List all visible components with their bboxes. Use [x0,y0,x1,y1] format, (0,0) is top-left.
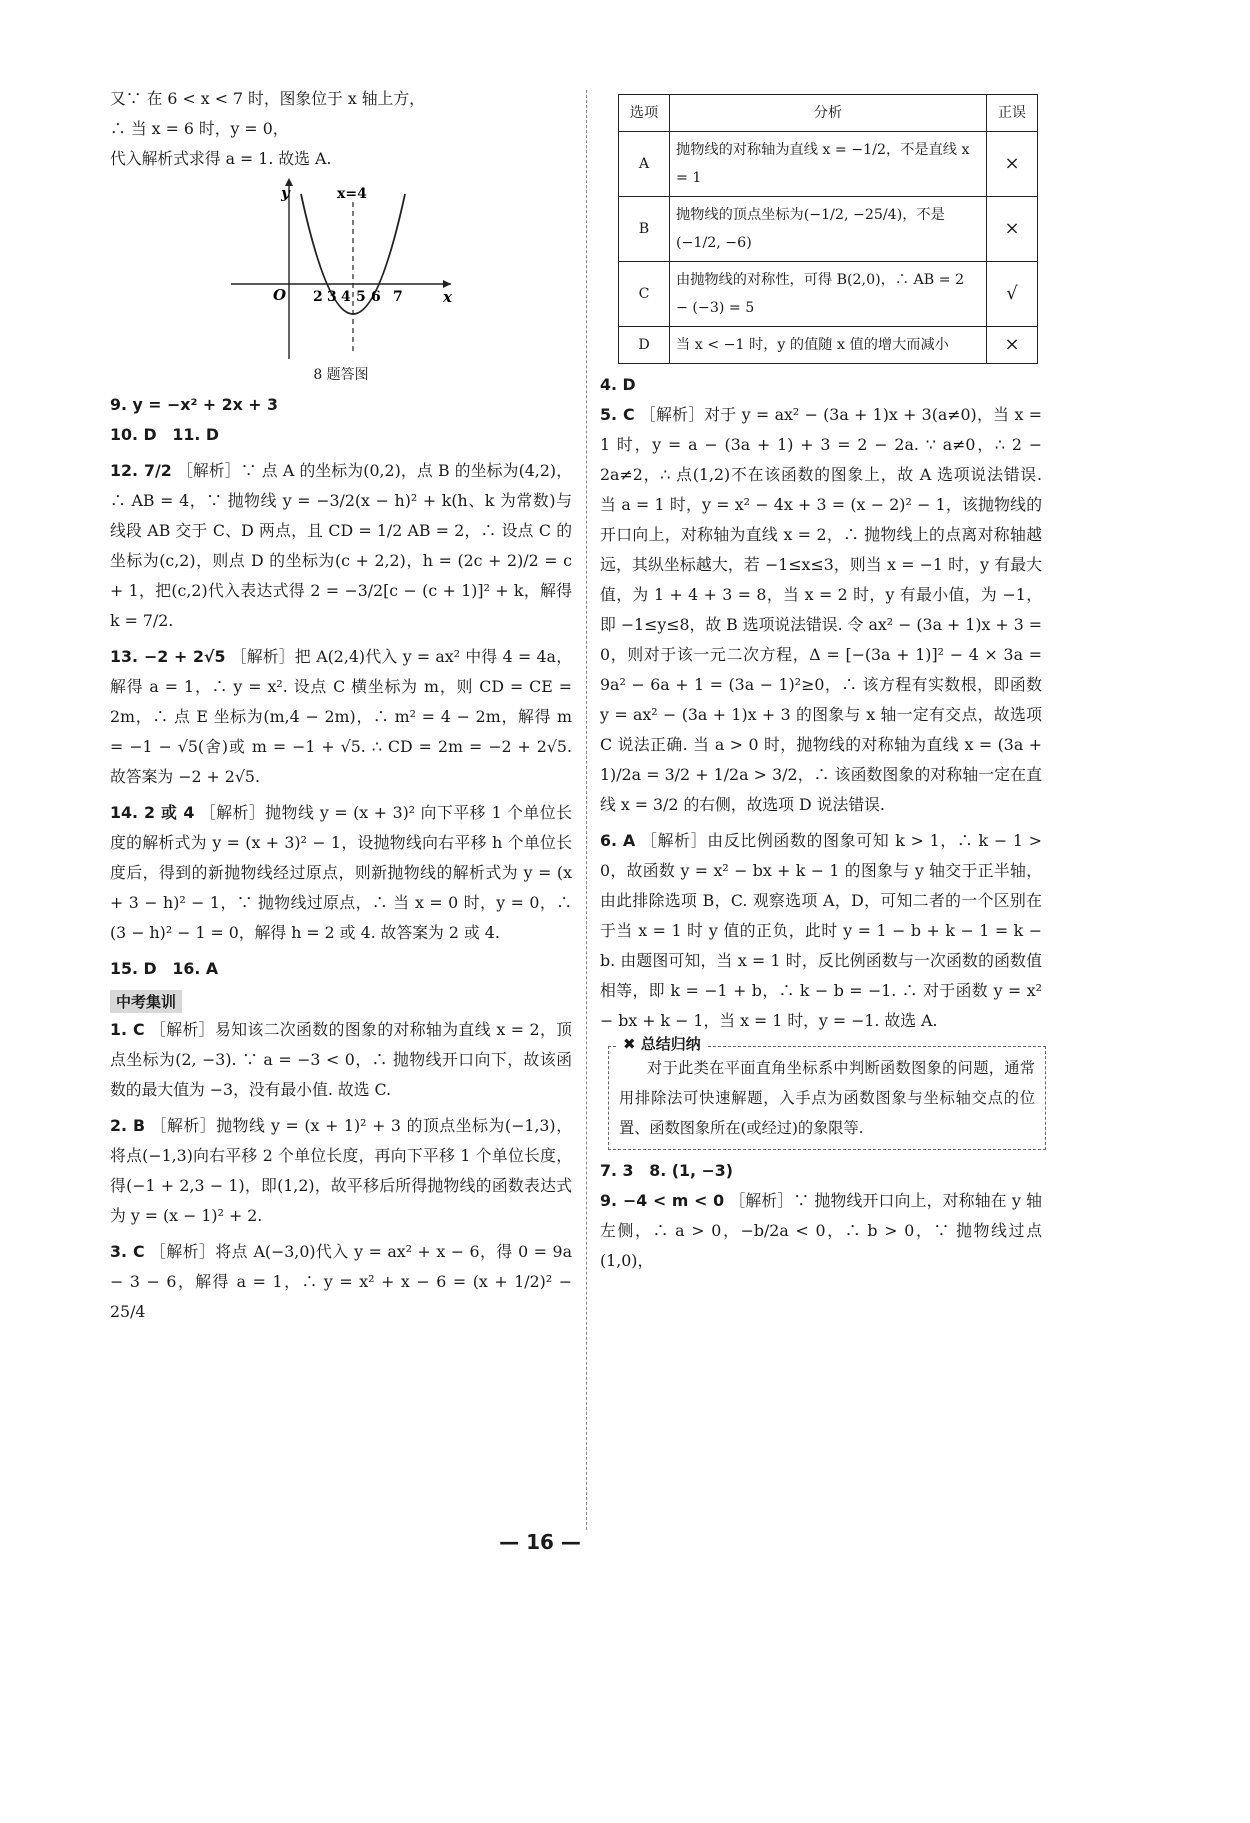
row-d-analysis: 当 x < −1 时，y 的值随 x 值的增大而减小 [670,327,987,364]
q8-graph [110,174,572,368]
intro-line-2: ∴ 当 x = 6 时，y = 0， [110,119,289,138]
q15-16-answers: 15. D 16. A [110,959,219,978]
z1-answer: C [133,1020,145,1039]
q12-block [110,456,572,636]
x-axis-arrow [443,280,451,288]
z9-answer: −4 < m < 0 [623,1191,725,1210]
header-analysis: 分析 [670,95,987,132]
z9-text: ［解析］∵ 抛物线开口向上，对称轴在 y 轴左侧，∴ a > 0，−b/2a < 0，∴ b > 0，∵ 抛物线过点(1,0)， [600,1191,1042,1270]
row-a-verdict: × [987,132,1038,197]
row-a-analysis: 抛物线的对称轴为直线 x = −1/2，不是直线 x = 1 [670,132,987,197]
header-verdict: 正误 [987,95,1038,132]
q13-block [110,642,572,792]
right-column [600,94,1042,1276]
q14-text: ［解析］抛物线 y = (x + 3)² 向下平移 1 个单位长度的解析式为 y = (x + 3)² − 1，设抛物线向右平移 h 个单位长度后，得到的新抛物线经过原点，则新抛物线的解析式为 y = (x + 3 − h)² − 1，∵ 抛物线过原点，∴ 当 x = 0 时，y = 0，∴ (3 − h)² − 1 = 0，解得 h = 2 或 4. 故答案为 2 或 4. [110,803,572,942]
z6-text: ［解析］由反比例函数的图象可知 k > 1，∴ k − 1 > 0，故函数 y = x² − bx + k − 1 的图象与 y 轴交于正半轴，由此排除选项 B，C. 观察选项 A，D，可知二者的一个区别在于当 x = 1 时 y 值的正负，此时 y = 1 − b + k − 1 = k − b. 由题图可知，当 x = 1 时，反比例函数与一次函数的函数值相等，即 k = −1 + b，∴ k − b = −1. ∴ 对于函数 y = x² − bx + k − 1，当 x = 1 时，y = −1. 故选 A. [600,831,1042,1030]
q13-text: ［解析］把 A(2,4)代入 y = ax² 中得 4 = 4a，解得 a = 1，∴ y = x². 设点 C 横坐标为 m，则 CD = CE = 2m，∴ 点 E 坐标为(m,4 − 2m)，∴ m² = 4 − 2m，解得 m = −1 − √5(舍)或 m = −1 + √5. ∴ CD = 2m = −2 + 2√5. 故答案为 −2 + 2√5. [110,647,573,786]
z6-number: 6. [600,831,617,850]
summary-icon: ✖ [623,1035,641,1053]
q12-number: 12. [110,461,138,480]
z6-block [600,826,1042,1036]
q14-answer: 2 或 4 [143,803,195,822]
z7-8-answers: 7. 3 8. (1, −3) [600,1161,733,1180]
z9-number: 9. [600,1191,617,1210]
column-divider [586,90,587,1530]
z3-number: 3. [110,1242,127,1261]
origin-label: O [273,286,287,304]
q12-text: ［解析］∵ 点 A 的坐标为(0,2)，点 B 的坐标为(4,2)，∴ AB = 4，∵ 抛物线 y = −3/2(x − h)² + k(h、k 为常数)与线段 AB 交于 C、D 两点，且 CD = 1/2 AB = 2，∴ 设点 C 的坐标为(c,2)，则点 D 的坐标为(c + 2,2)，h = (2c + 2)/2 = c + 1，把(c,2)代入表达式得 2 = −3/2[c − (c + 1)]² + k，解得 k = 7/2. [110,461,572,630]
table-row [619,132,1038,197]
row-b-analysis: 抛物线的顶点坐标为(−1/2, −25/4)，不是(−1/2, −6) [670,197,987,262]
tick-2: 2 [313,289,323,305]
header-option: 选项 [619,95,670,132]
q12-answer: 7/2 [143,461,172,480]
row-b-verdict: × [987,197,1038,262]
intro-line-3: 代入解析式求得 a = 1. 故选 A. [110,149,332,168]
tick-6: 6 [371,289,381,305]
section-title: 中考集训 [110,990,182,1013]
row-c-verdict: √ [987,262,1038,327]
y-axis-label: y [281,184,290,202]
summary-box [608,1035,1046,1150]
intro-line-1: 又∵ 在 6 < x < 7 时，图象位于 x 轴上方， [110,89,425,108]
z3-block [110,1237,572,1327]
tick-7: 7 [393,289,403,305]
tick-3: 3 [327,289,337,305]
z1-text: ［解析］易知该二次函数的图象的对称轴为直线 x = 2，顶点坐标为(2, −3). ∵ a = −3 < 0，∴ 抛物线开口向下，故该函数的最大值为 −3，没有最小值. 故选 C. [110,1020,572,1099]
q14-number: 14. [110,803,138,822]
summary-title [617,1033,707,1054]
q9-answer: 9. y = −x² + 2x + 3 [110,395,279,414]
table-row [619,197,1038,262]
symmetry-line-label: x=4 [337,186,367,202]
table-header-row [619,95,1038,132]
summary-text: 对于此类在平面直角坐标系中判断函数图象的问题，通常用排除法可快速解题，入手点为函数图象与坐标轴交点的位置、函数图象所在(或经过)的象限等. [619,1059,1035,1137]
row-b-option: B [619,197,670,262]
z2-block [110,1111,572,1231]
row-a-option: A [619,132,670,197]
z4-answer: 4. D [600,375,636,394]
analysis-table [618,94,1038,364]
summary-title-text: 总结归纳 [640,1035,701,1053]
table-row [619,262,1038,327]
z2-text: ［解析］抛物线 y = (x + 1)² + 3 的顶点坐标为(−1,3)，将点(−1,3)向右平移 2 个单位长度，再向下平移 1 个单位长度，得(−1 + 2,3 − 1)，即(1,2)，故平移后所得抛物线的函数表达式为 y = (x − 1)² + 2. [110,1116,572,1225]
z1-block [110,1015,572,1105]
left-column [110,84,572,1327]
z1-number: 1. [110,1020,127,1039]
tick-5: 5 [356,289,366,305]
z6-answer: A [623,831,636,850]
q10-11-answers: 10. D 11. D [110,425,219,444]
row-d-option: D [619,327,670,364]
x-axis-label: x [443,288,452,306]
z5-block [600,400,1042,820]
row-c-option: C [619,262,670,327]
q14-block [110,798,572,948]
table-row [619,327,1038,364]
q13-number: 13. [110,647,138,666]
z3-answer: C [133,1242,145,1261]
graph-caption: 8 题答图 [313,367,369,383]
z9-block [600,1186,1042,1276]
z2-answer: B [133,1116,146,1135]
row-d-verdict: × [987,327,1038,364]
z2-number: 2. [110,1116,127,1135]
q13-answer: −2 + 2√5 [143,647,226,666]
z3-text: ［解析］将点 A(−3,0)代入 y = ax² + x − 6，得 0 = 9a − 3 − 6，解得 a = 1，∴ y = x² + x − 6 = (x + 1/2)² − 25/4 [110,1242,572,1321]
z5-number: 5. [600,405,617,424]
parabola-graph [221,174,461,364]
z5-text: ［解析］对于 y = ax² − (3a + 1)x + 3(a≠0)，当 x = 1 时，y = a − (3a + 1) + 3 = 2 − 2a. ∵ a≠0，∴ 2 − 2a≠2，∴ 点(1,2)不在该函数的图象上，故 A 选项说法错误. 当 a = 1 时，y = x² − 4x + 3 = (x − 2)² − 1，该抛物线的开口向上，对称轴为直线 x = 2，∴ 抛物线上的点离对称轴越远，其纵坐标越大，若 −1≤x≤3，则当 x = −1 时，y 有最大值，为 1 + 4 + 3 = 8，当 x = 2 时，y 有最小值，为 −1，即 −1≤y≤8，故 B 选项说法错误. 令 ax² − (3a + 1)x + 3 = 0，则对于该一元二次方程，Δ = [−(3a + 1)]² − 4 × 3a = 9a² − 6a + 1 = (3a − 1)²≥0，∴ 该方程有实数根，即函数 y = ax² − (3a + 1)x + 3 的图象与 x 轴一定有交点，故选项 C 说法正确. 当 a > 0 时，抛物线的对称轴为直线 x = (3a + 1)/2a = 3/2 + 1/2a > 3/2，∴ 该函数图象的对称轴一定在直线 x = 3/2 的右侧，故选项 D 说法错误. [600,405,1042,814]
tick-4: 4 [341,289,351,305]
row-c-analysis: 由抛物线的对称性，可得 B(2,0)，∴ AB = 2 − (−3) = 5 [670,262,987,327]
z5-answer: C [623,405,635,424]
page-number: — 16 — [499,1530,581,1554]
